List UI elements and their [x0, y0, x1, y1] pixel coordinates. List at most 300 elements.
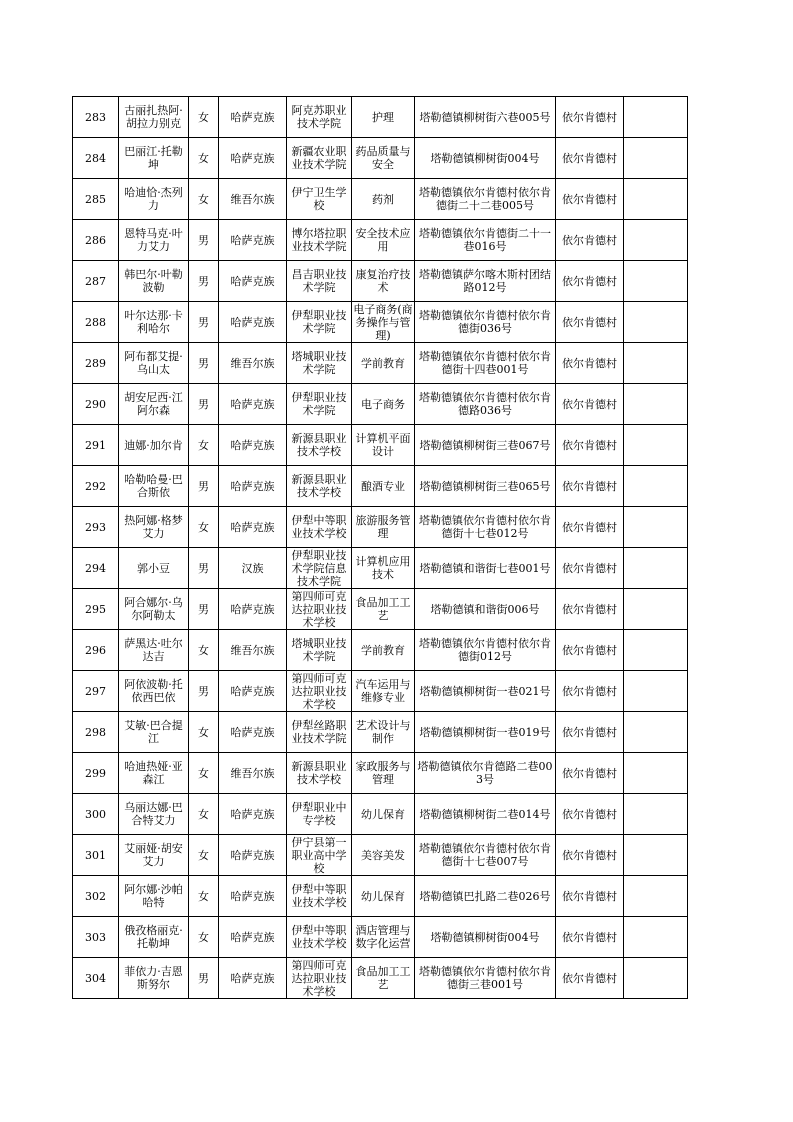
note-cell [624, 958, 688, 999]
village: 依尔肯德村 [562, 561, 617, 575]
school-cell [287, 548, 352, 589]
row-number: 284 [85, 151, 106, 165]
address: 塔勒德镇巴扎路二巷026号 [419, 889, 551, 903]
address: 塔勒德镇柳树街004号 [430, 151, 540, 165]
ethnicity: 哈萨克族 [230, 110, 275, 124]
row-number: 298 [85, 725, 106, 739]
address-cell [415, 507, 556, 548]
school: 阿克苏职业技术学院 [291, 104, 347, 130]
major: 艺术设计与制作 [355, 719, 411, 745]
gender-cell [189, 548, 219, 589]
note-cell [624, 671, 688, 712]
school-cell [287, 835, 352, 876]
village-cell [556, 343, 624, 384]
school-cell [287, 671, 352, 712]
school-cell [287, 97, 352, 138]
student-name: 哈迪热娅·亚森江 [124, 760, 183, 786]
school-cell [287, 302, 352, 343]
note-cell [624, 343, 688, 384]
gender-cell [189, 712, 219, 753]
note-cell [624, 876, 688, 917]
gender: 女 [198, 930, 209, 944]
ethnicity: 哈萨克族 [230, 684, 275, 698]
student-name-cell [119, 589, 189, 630]
table-row [73, 876, 688, 917]
row-number-cell [73, 794, 119, 835]
address-cell [415, 917, 556, 958]
row-number-cell [73, 466, 119, 507]
row-number-cell [73, 425, 119, 466]
note-cell [624, 261, 688, 302]
ethnicity-cell [219, 671, 287, 712]
major: 家政服务与管理 [355, 760, 411, 786]
village-cell [556, 261, 624, 302]
gender-cell [189, 425, 219, 466]
major: 酒店管理与数字化运营 [355, 924, 411, 950]
table-row [73, 548, 688, 589]
village-cell [556, 876, 624, 917]
row-number: 301 [85, 848, 106, 862]
school: 新源县职业技术学校 [291, 473, 347, 499]
address-cell [415, 835, 556, 876]
address: 塔勒德镇柳树街一巷021号 [419, 684, 551, 698]
village-cell [556, 425, 624, 466]
village-cell [556, 958, 624, 999]
student-name-cell [119, 630, 189, 671]
major: 旅游服务管理 [355, 514, 411, 540]
village: 依尔肯德村 [562, 479, 617, 493]
school-cell [287, 466, 352, 507]
village: 依尔肯德村 [562, 971, 617, 985]
school-cell [287, 917, 352, 958]
village-cell [556, 302, 624, 343]
student-name: 恩特马克·叶力艾力 [124, 227, 183, 253]
major-cell [352, 958, 415, 999]
ethnicity: 维吾尔族 [230, 192, 275, 206]
ethnicity-cell [219, 220, 287, 261]
ethnicity: 哈萨克族 [230, 848, 275, 862]
ethnicity: 哈萨克族 [230, 602, 275, 616]
ethnicity: 哈萨克族 [230, 971, 275, 985]
school-cell [287, 343, 352, 384]
note-cell [624, 97, 688, 138]
gender: 女 [198, 110, 209, 124]
gender: 女 [198, 848, 209, 862]
ethnicity: 哈萨克族 [230, 807, 275, 821]
gender: 男 [198, 561, 209, 575]
student-name: 韩巴尔·叶勒波勒 [124, 268, 183, 294]
row-number: 304 [85, 971, 106, 985]
major: 电子商务 [361, 397, 405, 411]
ethnicity-cell [219, 466, 287, 507]
ethnicity-cell [219, 712, 287, 753]
row-number-cell [73, 97, 119, 138]
student-name-cell [119, 425, 189, 466]
school-cell [287, 876, 352, 917]
school: 新源县职业技术学校 [291, 432, 347, 458]
row-number: 297 [85, 684, 106, 698]
address: 塔勒德镇依尔肯德村依尔肯德街012号 [419, 637, 551, 663]
student-name: 哈勒哈曼·巴合斯依 [124, 473, 183, 499]
major: 计算机平面设计 [355, 432, 411, 458]
school-cell [287, 220, 352, 261]
ethnicity-cell [219, 384, 287, 425]
village-cell [556, 589, 624, 630]
ethnicity: 维吾尔族 [230, 356, 275, 370]
gender: 女 [198, 192, 209, 206]
table-row [73, 917, 688, 958]
gender: 女 [198, 438, 209, 452]
student-name-cell [119, 917, 189, 958]
address: 塔勒德镇依尔肯德村依尔肯德街二十二巷005号 [419, 186, 551, 212]
gender: 女 [198, 766, 209, 780]
note-cell [624, 712, 688, 753]
note-cell [624, 425, 688, 466]
major: 学前教育 [361, 356, 405, 370]
address-cell [415, 179, 556, 220]
gender: 女 [198, 520, 209, 534]
row-number: 296 [85, 643, 106, 657]
address-cell [415, 138, 556, 179]
ethnicity-cell [219, 630, 287, 671]
row-number-cell [73, 630, 119, 671]
ethnicity: 哈萨克族 [230, 889, 275, 903]
note-cell [624, 917, 688, 958]
table-row [73, 630, 688, 671]
gender-cell [189, 384, 219, 425]
village-cell [556, 548, 624, 589]
table-row [73, 958, 688, 999]
village-cell [556, 671, 624, 712]
note-cell [624, 835, 688, 876]
school-cell [287, 425, 352, 466]
address-cell [415, 712, 556, 753]
school: 新疆农业职业技术学院 [291, 145, 347, 171]
row-number-cell [73, 671, 119, 712]
village-cell [556, 97, 624, 138]
table-row [73, 466, 688, 507]
school: 伊犁职业技术学院 [291, 391, 347, 417]
table-row [73, 179, 688, 220]
row-number: 285 [85, 192, 106, 206]
student-name: 阿合娜尔·乌尔阿勒太 [124, 596, 183, 622]
ethnicity-cell [219, 958, 287, 999]
student-name: 古丽扎热阿·胡拉力别克 [124, 104, 183, 130]
village-cell [556, 507, 624, 548]
major: 幼儿保育 [361, 889, 405, 903]
note-cell [624, 466, 688, 507]
student-name: 俄孜格丽克·托勒坤 [124, 924, 183, 950]
address: 塔勒德镇柳树街六巷005号 [419, 110, 551, 124]
note-cell [624, 138, 688, 179]
village-cell [556, 712, 624, 753]
school: 伊犁中等职业技术学校 [291, 924, 347, 950]
row-number: 289 [85, 356, 106, 370]
village: 依尔肯德村 [562, 684, 617, 698]
village-cell [556, 835, 624, 876]
school: 塔城职业技术学院 [291, 350, 347, 376]
village-cell [556, 179, 624, 220]
student-name: 阿布都艾提·乌山太 [124, 350, 183, 376]
village: 依尔肯德村 [562, 397, 617, 411]
student-name-cell [119, 343, 189, 384]
row-number-cell [73, 958, 119, 999]
village: 依尔肯德村 [562, 930, 617, 944]
school-cell [287, 138, 352, 179]
ethnicity-cell [219, 876, 287, 917]
student-name-cell [119, 138, 189, 179]
ethnicity-cell [219, 261, 287, 302]
address-cell [415, 671, 556, 712]
village-cell [556, 753, 624, 794]
student-name: 艾敏·巴合提江 [124, 719, 183, 745]
table-row [73, 712, 688, 753]
address: 塔勒德镇和谐街006号 [430, 602, 540, 616]
major-cell [352, 179, 415, 220]
note-cell [624, 384, 688, 425]
village: 依尔肯德村 [562, 807, 617, 821]
ethnicity-cell [219, 138, 287, 179]
major-cell [352, 466, 415, 507]
major: 学前教育 [361, 643, 405, 657]
table-row [73, 753, 688, 794]
note-cell [624, 220, 688, 261]
major-cell [352, 835, 415, 876]
address-cell [415, 97, 556, 138]
row-number-cell [73, 384, 119, 425]
row-number-cell [73, 507, 119, 548]
school: 新源县职业技术学校 [291, 760, 347, 786]
gender-cell [189, 876, 219, 917]
school-cell [287, 794, 352, 835]
school-cell [287, 179, 352, 220]
ethnicity: 汉族 [241, 561, 264, 575]
table-row [73, 97, 688, 138]
village: 依尔肯德村 [562, 151, 617, 165]
student-name: 迪娜·加尔肯 [124, 438, 183, 452]
address-cell [415, 548, 556, 589]
gender: 女 [198, 807, 209, 821]
ethnicity-cell [219, 343, 287, 384]
school-cell [287, 507, 352, 548]
ethnicity-cell [219, 97, 287, 138]
gender: 男 [198, 315, 209, 329]
school: 第四师可克达拉职业技术学校 [291, 958, 347, 998]
gender-cell [189, 630, 219, 671]
major-cell [352, 220, 415, 261]
roster-body [73, 97, 688, 999]
gender-cell [189, 179, 219, 220]
student-name-cell [119, 302, 189, 343]
address: 塔勒德镇依尔肯德村依尔肯德街036号 [419, 309, 551, 335]
row-number: 302 [85, 889, 106, 903]
gender: 女 [198, 151, 209, 165]
major: 美容美发 [361, 848, 405, 862]
gender: 男 [198, 479, 209, 493]
ethnicity: 维吾尔族 [230, 643, 275, 657]
row-number: 283 [85, 110, 106, 124]
school-cell [287, 753, 352, 794]
student-name-cell [119, 876, 189, 917]
gender: 男 [198, 684, 209, 698]
ethnicity: 维吾尔族 [230, 766, 275, 780]
major-cell [352, 425, 415, 466]
table-row [73, 507, 688, 548]
ethnicity-cell [219, 179, 287, 220]
major-cell [352, 589, 415, 630]
row-number-cell [73, 138, 119, 179]
gender: 男 [198, 274, 209, 288]
row-number: 286 [85, 233, 106, 247]
table-row [73, 261, 688, 302]
ethnicity: 哈萨克族 [230, 438, 275, 452]
student-name-cell [119, 384, 189, 425]
school: 伊宁县第一职业高中学校 [291, 835, 347, 875]
row-number-cell [73, 220, 119, 261]
student-name: 菲依力·吉恩斯努尔 [124, 965, 183, 991]
student-name-cell [119, 835, 189, 876]
major: 电子商务(商务操作与管理) [353, 302, 413, 342]
address: 塔勒德镇柳树街三巷067号 [419, 438, 551, 452]
student-name-cell [119, 507, 189, 548]
note-cell [624, 507, 688, 548]
major-cell [352, 261, 415, 302]
gender-cell [189, 958, 219, 999]
table-row [73, 384, 688, 425]
address: 塔勒德镇柳树街一巷019号 [419, 725, 551, 739]
major: 幼儿保育 [361, 807, 405, 821]
row-number-cell [73, 179, 119, 220]
address-cell [415, 794, 556, 835]
major-cell [352, 302, 415, 343]
address: 塔勒德镇依尔肯德村依尔肯德路036号 [419, 391, 551, 417]
school: 塔城职业技术学院 [291, 637, 347, 663]
ethnicity-cell [219, 753, 287, 794]
student-name-cell [119, 179, 189, 220]
address: 塔勒德镇和谐街七巷001号 [419, 561, 551, 575]
address: 塔勒德镇依尔肯德村依尔肯德街十七巷007号 [419, 842, 551, 868]
table-row [73, 138, 688, 179]
major-cell [352, 548, 415, 589]
school: 第四师可克达拉职业技术学校 [291, 671, 347, 711]
student-name: 热阿娜·格梦艾力 [124, 514, 183, 540]
major: 汽车运用与维修专业 [355, 678, 411, 704]
row-number: 303 [85, 930, 106, 944]
gender: 男 [198, 971, 209, 985]
note-cell [624, 548, 688, 589]
major-cell [352, 384, 415, 425]
major: 酿酒专业 [361, 479, 405, 493]
major-cell [352, 876, 415, 917]
student-name-cell [119, 753, 189, 794]
village-cell [556, 384, 624, 425]
major-cell [352, 507, 415, 548]
gender-cell [189, 835, 219, 876]
student-name: 阿依波勒·托依西巴依 [124, 678, 183, 704]
gender-cell [189, 794, 219, 835]
address-cell [415, 630, 556, 671]
major-cell [352, 794, 415, 835]
address: 塔勒德镇柳树街二巷014号 [419, 807, 551, 821]
village: 依尔肯德村 [562, 356, 617, 370]
row-number-cell [73, 261, 119, 302]
major-cell [352, 671, 415, 712]
village: 依尔肯德村 [562, 602, 617, 616]
address: 塔勒德镇柳树街三巷065号 [419, 479, 551, 493]
row-number-cell [73, 343, 119, 384]
student-name-cell [119, 671, 189, 712]
ethnicity: 哈萨克族 [230, 725, 275, 739]
address: 塔勒德镇柳树街004号 [430, 930, 540, 944]
village: 依尔肯德村 [562, 192, 617, 206]
ethnicity-cell [219, 589, 287, 630]
village-cell [556, 794, 624, 835]
school: 伊犁中等职业技术学校 [291, 883, 347, 909]
ethnicity: 哈萨克族 [230, 397, 275, 411]
row-number: 288 [85, 315, 106, 329]
row-number: 299 [85, 766, 106, 780]
table-row [73, 794, 688, 835]
roster-table [72, 96, 688, 999]
table-row [73, 671, 688, 712]
student-name: 郭小豆 [137, 561, 170, 575]
school: 伊犁中等职业技术学校 [291, 514, 347, 540]
village: 依尔肯德村 [562, 889, 617, 903]
ethnicity-cell [219, 425, 287, 466]
student-name: 巴丽江·托勒坤 [124, 145, 183, 171]
row-number: 300 [85, 807, 106, 821]
village: 依尔肯德村 [562, 520, 617, 534]
major: 康复治疗技术 [355, 268, 411, 294]
table-row [73, 343, 688, 384]
ethnicity: 哈萨克族 [230, 520, 275, 534]
gender-cell [189, 261, 219, 302]
school-cell [287, 958, 352, 999]
ethnicity-cell [219, 548, 287, 589]
row-number-cell [73, 753, 119, 794]
major: 安全技术应用 [355, 227, 411, 253]
gender-cell [189, 343, 219, 384]
school-cell [287, 712, 352, 753]
gender-cell [189, 917, 219, 958]
school: 昌吉职业技术学院 [291, 268, 347, 294]
row-number-cell [73, 548, 119, 589]
ethnicity-cell [219, 302, 287, 343]
student-name: 乌丽达娜·巴合特艾力 [124, 801, 183, 827]
address-cell [415, 302, 556, 343]
ethnicity-cell [219, 507, 287, 548]
row-number-cell [73, 302, 119, 343]
table-row [73, 220, 688, 261]
ethnicity-cell [219, 835, 287, 876]
village-cell [556, 220, 624, 261]
village: 依尔肯德村 [562, 438, 617, 452]
ethnicity: 哈萨克族 [230, 315, 275, 329]
major-cell [352, 97, 415, 138]
row-number-cell [73, 835, 119, 876]
village: 依尔肯德村 [562, 233, 617, 247]
ethnicity: 哈萨克族 [230, 233, 275, 247]
gender-cell [189, 97, 219, 138]
school: 伊犁职业中专学校 [291, 801, 347, 827]
school: 伊犁职业技术学院信息技术学院 [291, 548, 347, 588]
row-number: 292 [85, 479, 106, 493]
note-cell [624, 179, 688, 220]
village: 依尔肯德村 [562, 848, 617, 862]
note-cell [624, 589, 688, 630]
major: 食品加工工艺 [355, 596, 411, 622]
ethnicity: 哈萨克族 [230, 274, 275, 288]
